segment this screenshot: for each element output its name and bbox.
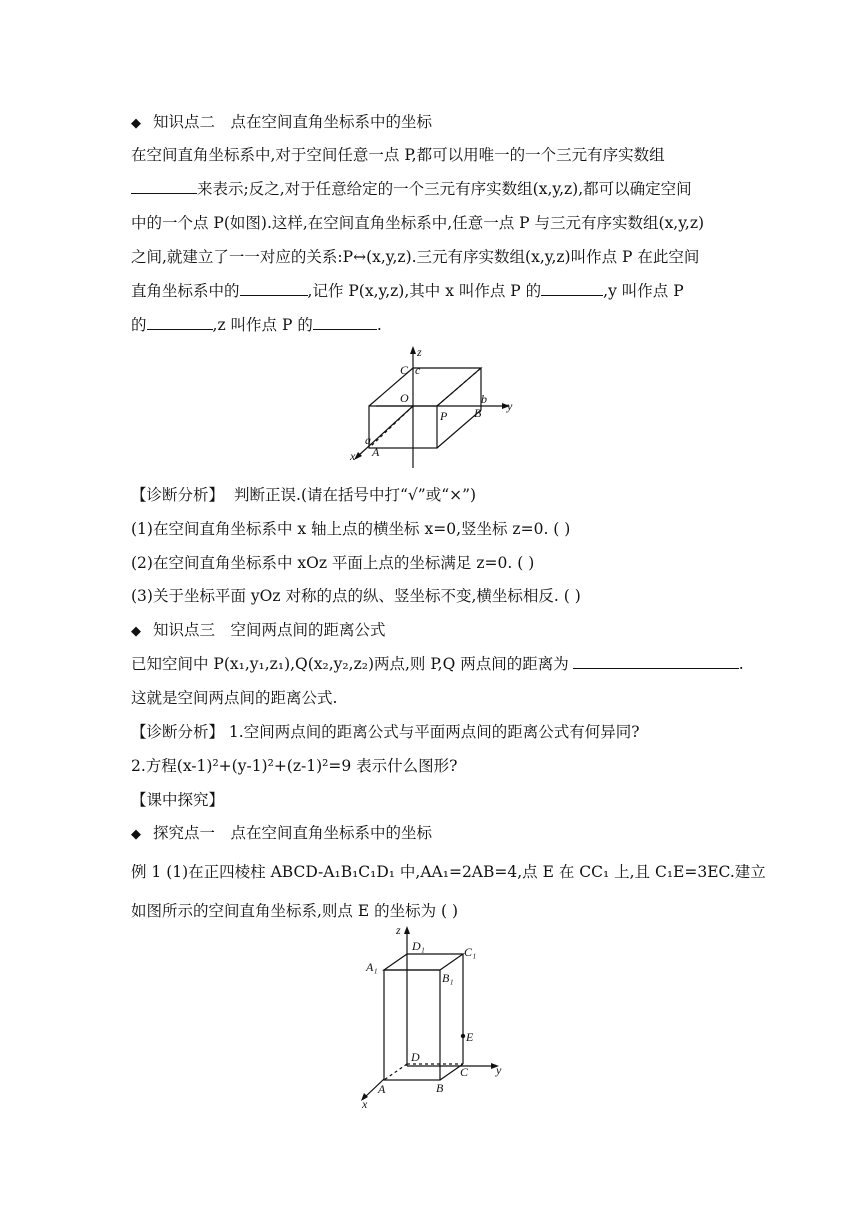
label-y: y bbox=[496, 1063, 502, 1077]
section-title: 知识点二 点在空间直角坐标系中的坐标 bbox=[153, 113, 433, 131]
diagnosis-line: 【诊断分析】 1.空间两点间的距离公式与平面两点间的距离公式有何异同? bbox=[131, 723, 640, 741]
paragraph-line: 直角坐标系中的 ,记作 P(x,y,z),其中 x 叫作点 P 的 ,y 叫作点 P bbox=[131, 282, 684, 300]
paragraph-line: 已知空间中 P(x₁,y₁,z₁),Q(x₂,y₂,z₂)两点,则 P,Q 两点间的距离为 . bbox=[131, 655, 744, 673]
label-A: A bbox=[372, 445, 380, 459]
judgment-item: (2)在空间直角坐标系中 xOz 平面上点的坐标满足 z=0. ( ) bbox=[131, 554, 535, 572]
section-heading bbox=[131, 619, 386, 643]
section-heading bbox=[131, 822, 432, 846]
fill-blank bbox=[147, 315, 213, 330]
example-line: 如图所示的空间直角坐标系,则点 E 的坐标为 ( ) bbox=[131, 902, 459, 920]
label-b: b bbox=[481, 392, 487, 406]
diagnosis-heading: 【诊断分析】 判断正误.(请在括号中打“√”或“×”) bbox=[131, 486, 477, 504]
label-B: B bbox=[474, 406, 482, 420]
label-D1: D₁ bbox=[412, 939, 425, 953]
label-a: a bbox=[365, 433, 371, 447]
label-x: x bbox=[362, 1097, 368, 1110]
label-B: B bbox=[436, 1081, 444, 1095]
fill-blank bbox=[240, 281, 308, 296]
section-heading bbox=[131, 111, 432, 135]
paragraph-line: 之间,就建立了一一对应的关系:P↔(x,y,z).三元有序实数组(x,y,z)叫作点 P 在此空间 bbox=[131, 248, 700, 266]
coordinate-box-figure bbox=[340, 342, 520, 472]
fill-blank bbox=[541, 281, 603, 296]
label-C1: C₁ bbox=[464, 945, 477, 959]
point-E bbox=[461, 1034, 465, 1038]
label-A: A bbox=[378, 1082, 386, 1096]
box-front-face bbox=[369, 406, 437, 448]
section-title: 知识点三 空间两点间的距离公式 bbox=[153, 621, 386, 639]
paragraph-line: 来表示;反之,对于任意给定的一个三元有序实数组(x,y,z),都可以确定空间 bbox=[131, 178, 692, 200]
fill-blank bbox=[131, 179, 197, 194]
label-C: C bbox=[400, 363, 409, 377]
diamond-bullet-icon: ◆ bbox=[131, 827, 141, 842]
paragraph-line: 的 ,z 叫作点 P 的 . bbox=[131, 316, 382, 334]
label-P: P bbox=[440, 409, 448, 423]
section-title: 探究点一 点在空间直角坐标系中的坐标 bbox=[153, 824, 433, 842]
label-A1: A₁ bbox=[366, 960, 378, 974]
label-E: E bbox=[466, 1030, 474, 1044]
paragraph-line: 在空间直角坐标系中,对于空间任意一点 P,都可以用唯一的一个三元有序实数组 bbox=[131, 146, 665, 164]
judgment-item: (3)关于坐标平面 yOz 对称的点的纵、竖坐标不变,横坐标相反. ( ) bbox=[131, 587, 581, 605]
diagnosis-line: 2.方程(x-1)²+(y-1)²+(z-1)²=9 表示什么图形? bbox=[131, 757, 458, 775]
judgment-item: (1)在空间直角坐标系中 x 轴上点的横坐标 x=0,竖坐标 z=0. ( ) bbox=[131, 520, 571, 538]
label-B1: B₁ bbox=[442, 971, 454, 985]
label-O: O bbox=[400, 391, 409, 405]
example-line: 例 1 (1)在正四棱柱 ABCD-A₁B₁C₁D₁ 中,AA₁=2AB=4,点 E 在 CC₁ 上,且 C₁E=3EC.建立 bbox=[131, 863, 766, 881]
label-D: D bbox=[411, 1050, 420, 1064]
prism-top-face bbox=[384, 954, 463, 970]
label-c: c bbox=[415, 363, 421, 377]
prism-figure bbox=[352, 922, 512, 1110]
label-z: z bbox=[417, 345, 422, 359]
label-z: z bbox=[396, 923, 401, 937]
paragraph-line: 中的一个点 P(如图).这样,在空间直角坐标系中,任意一点 P 与三元有序实数组(x,y,z) bbox=[131, 214, 705, 232]
label-x: x bbox=[350, 449, 356, 463]
label-y: y bbox=[507, 399, 513, 413]
fill-blank bbox=[313, 315, 377, 330]
diamond-bullet-icon: ◆ bbox=[131, 624, 141, 639]
fill-blank bbox=[573, 654, 739, 669]
box-top-face bbox=[369, 368, 481, 406]
diamond-bullet-icon: ◆ bbox=[131, 116, 141, 131]
label-C: C bbox=[460, 1065, 469, 1079]
classroom-heading: 【课中探究】 bbox=[131, 791, 225, 809]
paragraph-line: 这就是空间两点间的距离公式. bbox=[131, 689, 338, 707]
